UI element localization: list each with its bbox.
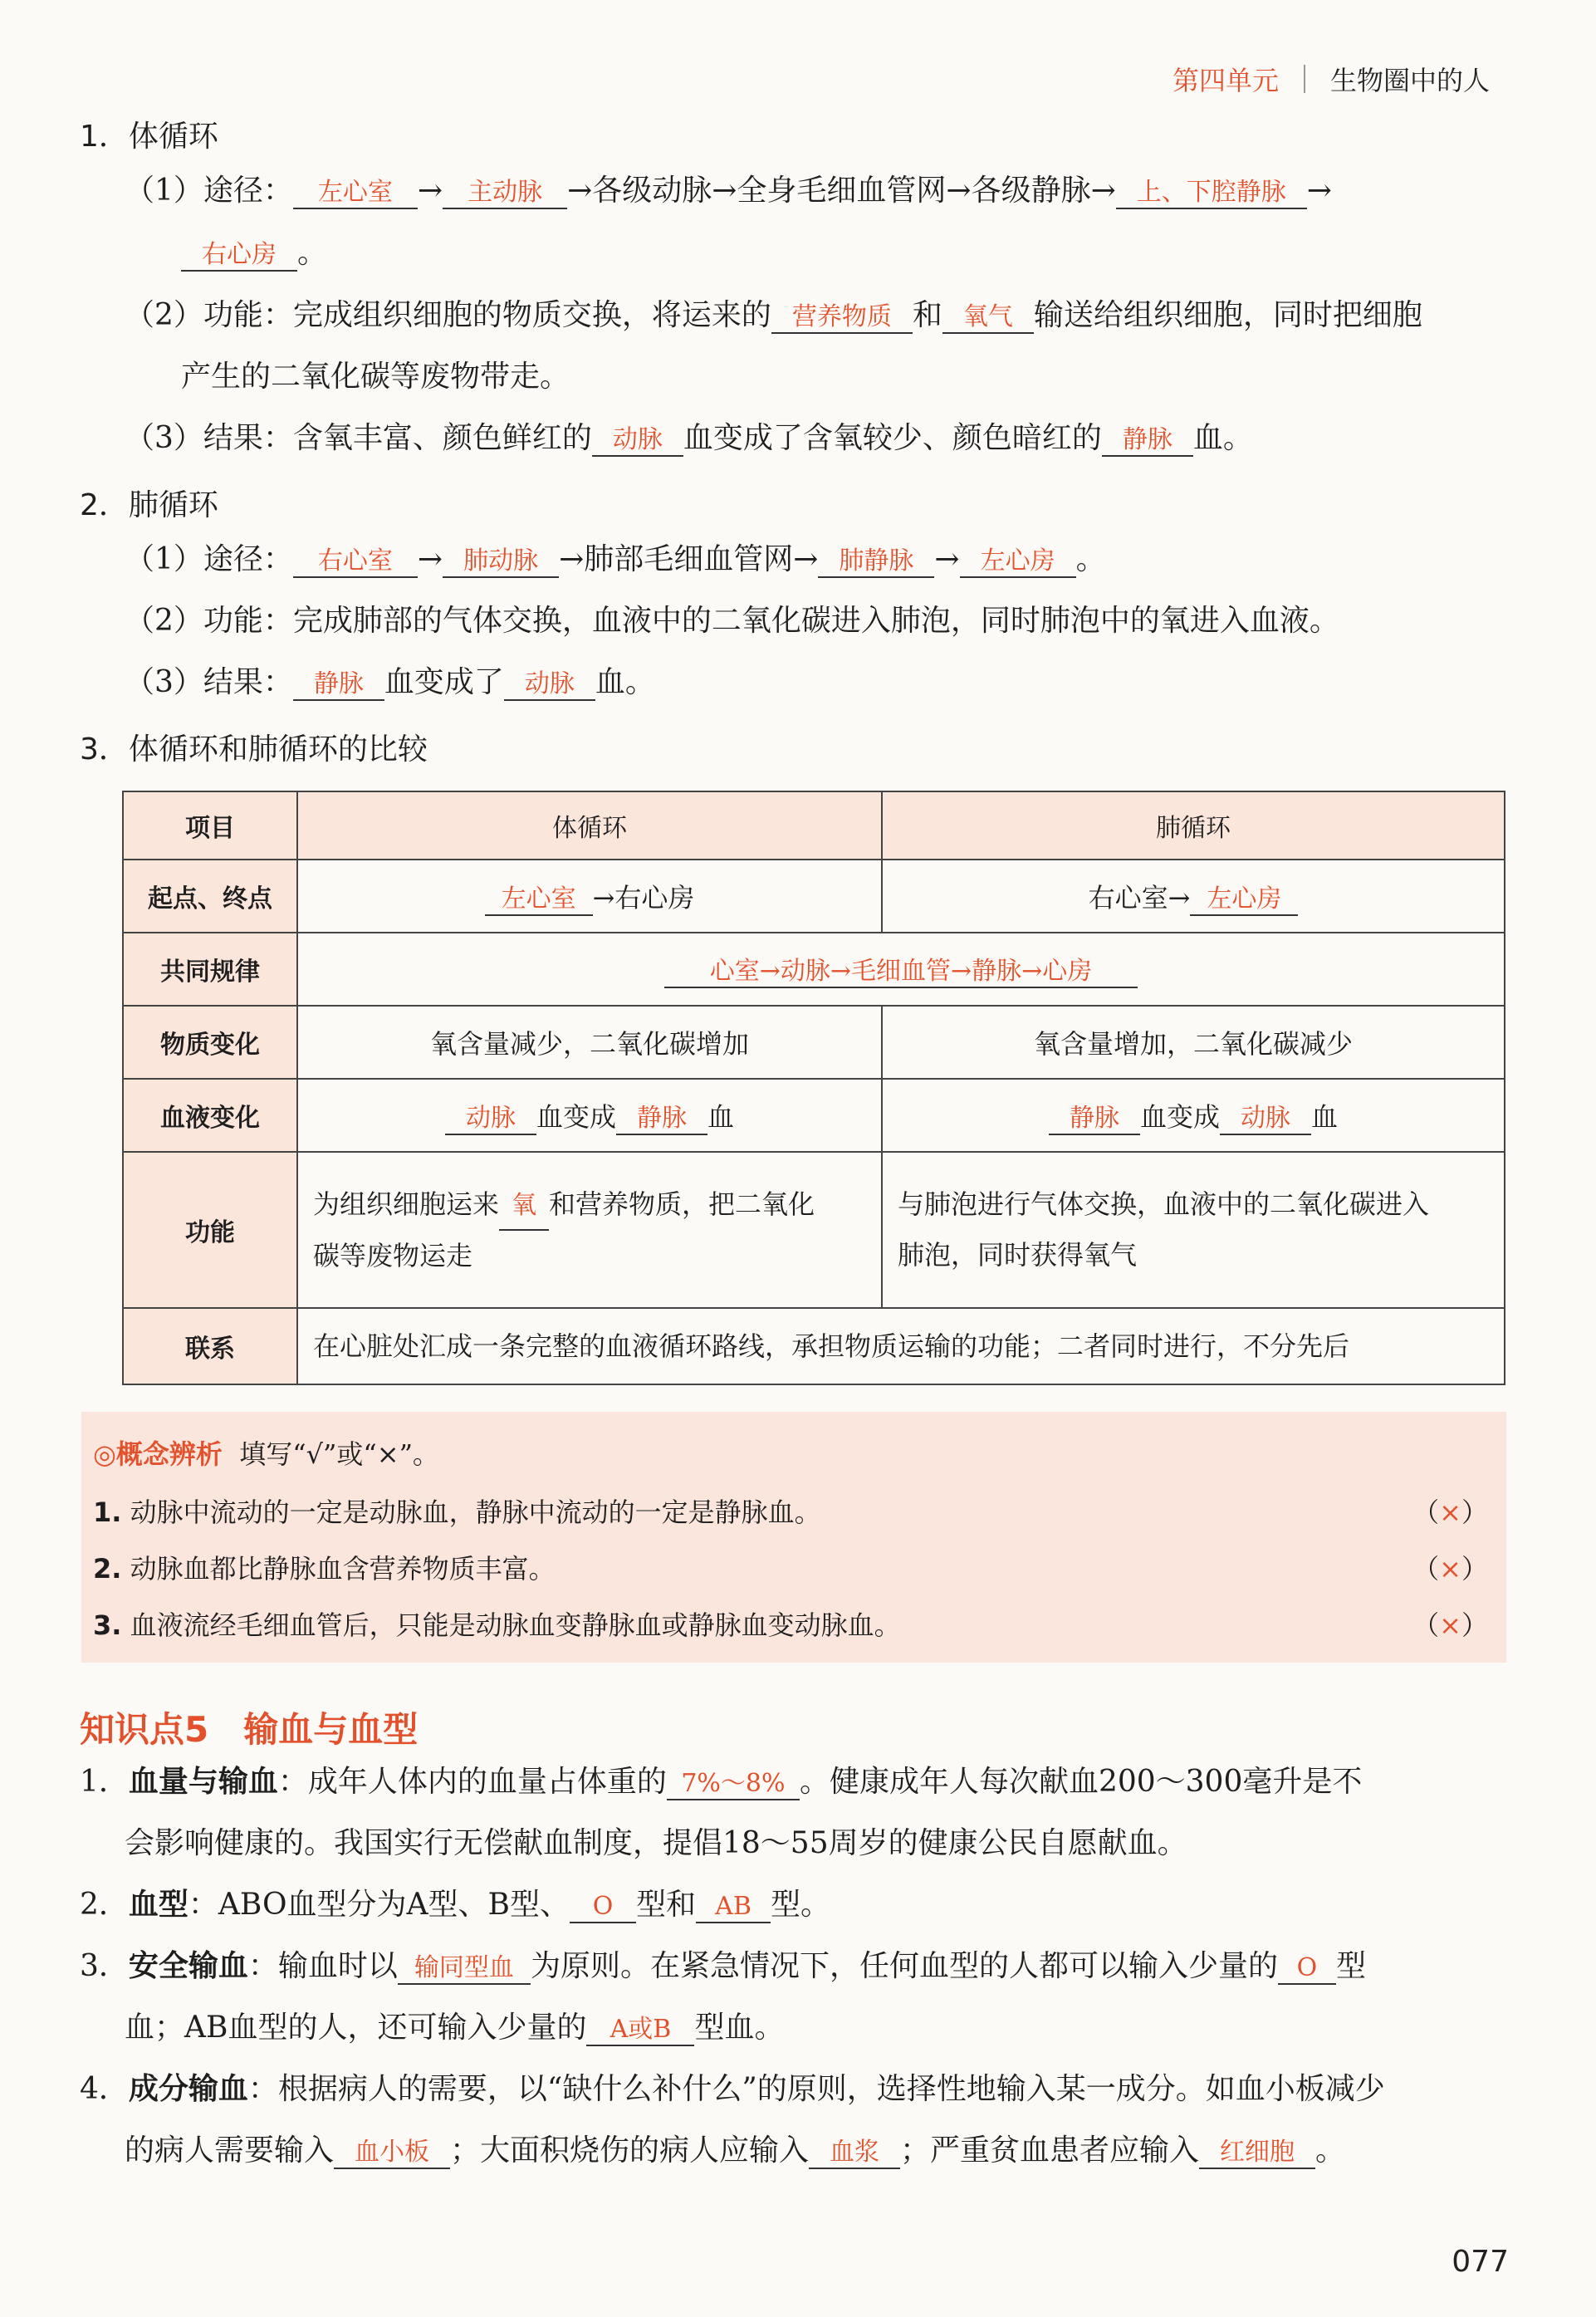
concept-label: ◎概念辨析	[93, 1438, 223, 1470]
item-text: 动脉血都比静脉血含营养物质丰富。	[130, 1553, 556, 1585]
header-item: 项目	[123, 791, 297, 860]
text: 的病人需要输入	[125, 2133, 335, 2168]
header-pulmonary: 肺循环	[882, 791, 1505, 860]
answer-blank: 输同型血	[398, 1953, 531, 1985]
text: →右心房	[592, 881, 695, 914]
term: 成分输血	[128, 2072, 248, 2106]
item-text: 动脉中流动的一定是动脉血，静脉中流动的一定是静脉血。	[130, 1496, 821, 1528]
answer-blank: 心室→动脉→毛细血管→静脉→心房	[664, 950, 1138, 988]
list-item	[93, 1604, 901, 1643]
header-systemic: 体循环	[297, 791, 882, 860]
table-cell	[882, 1079, 1505, 1152]
text: 碳等废物运走	[313, 1239, 473, 1271]
text: 右心室→	[1088, 881, 1191, 914]
s1-function-line	[125, 297, 1422, 334]
text: 血	[707, 1100, 735, 1133]
table-cell: 氧含量增加，二氧化碳减少	[882, 1006, 1505, 1079]
row-key: 起点、终点	[123, 860, 297, 933]
item-number: 1.	[93, 1496, 122, 1528]
answer-blank: 静脉	[1049, 1097, 1140, 1135]
answer-blank: 左心室	[293, 178, 418, 209]
chapter-title: 生物圈中的人	[1329, 65, 1490, 96]
item-number: 2.	[93, 1553, 122, 1585]
page-header	[1173, 60, 1490, 98]
paren: （	[1412, 1553, 1440, 1585]
term: 血量与输血	[128, 1765, 278, 1799]
answer-blank: 动脉	[445, 1097, 536, 1135]
item-text: 血液流经毛细血管后，只能是动脉血变静脉血或静脉血变动脉血。	[130, 1609, 901, 1641]
arrow: →	[1306, 174, 1332, 208]
text: 血	[1311, 1100, 1339, 1133]
arrow: →	[417, 174, 443, 208]
text: 血变成	[1139, 1100, 1220, 1133]
text: 为原则。在紧急情况下，任何血型的人都可以输入少量的	[530, 1949, 1278, 1983]
text: ：ABO血型分为A型、B型、	[188, 1888, 570, 1922]
text: 。	[1315, 2133, 1346, 2168]
table-row	[123, 933, 1505, 1006]
term: 安全输血	[128, 1949, 248, 1983]
label: （3）结果：含氧丰富、颜色鲜红的	[125, 421, 592, 455]
answer-blank: 右心室	[293, 546, 418, 578]
table-cell	[297, 860, 882, 933]
table-row	[123, 860, 1505, 933]
answer-blank: 右心房	[181, 240, 297, 272]
text: →肺部毛细血管网→	[559, 542, 819, 576]
text: 血。	[1192, 421, 1253, 455]
table-row	[123, 1079, 1505, 1152]
answer-blank: 上、下腔静脉	[1116, 178, 1307, 209]
item-number: 2．	[80, 1888, 129, 1922]
text: ：输血时以	[247, 1949, 398, 1983]
unit-label: 第四单元	[1172, 65, 1279, 96]
answer-blank: 7%～8%	[667, 1769, 800, 1800]
k4-line-2	[125, 2133, 1345, 2169]
paren: ）	[1461, 1553, 1488, 1585]
text: 血；AB血型的人，还可输入少量的	[125, 2011, 587, 2045]
text: 血变成	[536, 1100, 616, 1133]
text: 肺泡，同时获得氧气	[898, 1239, 1138, 1271]
s1-path-line-2	[181, 235, 327, 272]
text: →各级动脉→全身毛细血管网→各级静脉→	[567, 174, 1116, 208]
row-key: 功能	[123, 1152, 297, 1308]
text: 型。	[771, 1888, 831, 1922]
text: ；大面积烧伤的病人应输入	[450, 2133, 810, 2168]
table-cell	[297, 1079, 882, 1152]
answer: ×	[1439, 1553, 1461, 1585]
paren: （	[1412, 1609, 1440, 1641]
answer-blank: 血浆	[809, 2138, 900, 2169]
list-item	[93, 1492, 821, 1530]
paren: ）	[1461, 1496, 1488, 1528]
answer-mark	[1412, 1604, 1488, 1643]
k1-line	[80, 1764, 1362, 1800]
table-row	[123, 1006, 1505, 1079]
s2-path-line	[125, 541, 1106, 578]
label: （1）途径：	[125, 542, 293, 576]
answer-blank: 静脉	[293, 669, 384, 701]
text: 型血。	[694, 2011, 785, 2045]
section-1-title: 1．体循环	[80, 120, 218, 154]
concept-title	[93, 1433, 439, 1472]
text: 和营养物质，把二氧化	[549, 1188, 815, 1220]
answer: ×	[1439, 1496, 1461, 1528]
paren: （	[1412, 1496, 1440, 1528]
answer-blank: 左心房	[960, 546, 1076, 578]
label: （3）结果：	[125, 665, 293, 699]
text: 。健康成年人每次献血200～300毫升是不	[799, 1765, 1363, 1799]
table-cell	[297, 1152, 882, 1308]
arrow: →	[934, 542, 960, 576]
table-row	[123, 1152, 1505, 1308]
knowledge-point-title: 知识点5 输血与血型	[80, 1709, 419, 1750]
table-cell	[882, 1152, 1505, 1308]
answer-blank: 肺动脉	[443, 546, 559, 578]
s1-function-line-2: 产生的二氧化碳等废物带走。	[181, 360, 570, 394]
text: 型和	[636, 1888, 697, 1922]
text: 型	[1335, 1949, 1366, 1983]
answer: ×	[1439, 1609, 1461, 1641]
text: 与肺泡进行气体交换，血液中的二氧化碳进入	[898, 1188, 1430, 1221]
paren: ）	[1461, 1609, 1488, 1641]
label: （2）功能：完成组织细胞的物质交换，将运来的	[125, 298, 771, 332]
table-cell: 氧含量减少，二氧化碳增加	[297, 1006, 882, 1079]
answer-blank: 动脉	[1220, 1097, 1311, 1135]
item-number: 1．	[80, 1765, 129, 1799]
text: 。	[297, 236, 328, 270]
answer-blank: 动脉	[504, 669, 595, 701]
answer-blank: 静脉	[1102, 425, 1193, 457]
row-key: 共同规律	[123, 933, 297, 1006]
k1-line-2: 会影响健康的。我国实行无偿献血制度，提倡18～55周岁的健康公民自愿献血。	[125, 1826, 1187, 1860]
answer-blank: A或B	[586, 2015, 694, 2046]
row-key: 血液变化	[123, 1079, 297, 1152]
answer-blank: 营养物质	[771, 302, 913, 334]
answer-blank: 氧气	[942, 302, 1034, 334]
list-item	[93, 1548, 556, 1586]
row-key: 联系	[123, 1308, 297, 1384]
answer-blank: AB	[696, 1892, 771, 1923]
s1-result-line	[125, 420, 1253, 457]
s2-result-line	[125, 664, 655, 701]
text: ：成年人体内的血量占体重的	[277, 1765, 667, 1799]
term: 血型	[128, 1888, 188, 1922]
answer-blank: O	[570, 1892, 636, 1923]
answer-mark	[1412, 1548, 1488, 1586]
answer-blank: 氧	[499, 1182, 549, 1231]
row-key: 物质变化	[123, 1006, 297, 1079]
table-cell	[297, 933, 1505, 1006]
answer-blank: 血小板	[334, 2138, 450, 2169]
header-divider	[1304, 65, 1305, 93]
text: 为组织细胞运来	[313, 1188, 500, 1220]
section-2-title: 2．肺循环	[80, 488, 218, 522]
text: 血。	[595, 665, 655, 699]
item-number: 4．	[80, 2072, 129, 2106]
answer-mark	[1412, 1492, 1488, 1530]
concept-box	[81, 1412, 1506, 1663]
text: 输送给组织细胞，同时把细胞	[1033, 298, 1422, 332]
text: ：根据病人的需要，以“缺什么补什么”的原则，选择性地输入某一成分。如血小板减少	[247, 2072, 1385, 2106]
k3-line	[80, 1948, 1366, 1985]
text: 和	[912, 298, 942, 332]
page-number: 077	[1452, 2245, 1509, 2279]
table-cell	[882, 860, 1505, 933]
table-cell: 在心脏处汇成一条完整的血液循环路线，承担物质运输的功能；二者同时进行，不分先后	[297, 1308, 1505, 1384]
text: ；严重贫血患者应输入	[900, 2133, 1200, 2168]
item-number: 3.	[93, 1609, 122, 1641]
k4-line	[80, 2071, 1385, 2107]
k3-line-2	[125, 2010, 784, 2046]
table-header-row	[123, 791, 1505, 860]
k2-line	[80, 1887, 830, 1923]
item-number: 3．	[80, 1949, 129, 1983]
answer-blank: 静脉	[616, 1097, 707, 1135]
answer-blank: 肺静脉	[818, 546, 934, 578]
concept-instruction: 填写“√”或“×”。	[239, 1438, 439, 1470]
answer-blank: 红细胞	[1199, 2138, 1315, 2169]
answer-blank: O	[1278, 1953, 1336, 1985]
section-3-title: 3．体循环和肺循环的比较	[80, 732, 428, 767]
answer-blank: 左心房	[1190, 878, 1298, 916]
text: 血变成了	[384, 665, 504, 699]
answer-blank: 左心室	[485, 878, 593, 916]
arrow: →	[417, 542, 443, 576]
text: 血变成了含氧较少、颜色暗红的	[683, 421, 1102, 455]
text: 。	[1075, 542, 1106, 576]
s2-function-line: （2）功能：完成肺部的气体交换，血液中的二氧化碳进入肺泡，同时肺泡中的氧进入血液。	[125, 604, 1339, 638]
comparison-table	[122, 791, 1505, 1385]
s1-path-line	[125, 173, 1332, 209]
answer-blank: 动脉	[592, 425, 683, 457]
answer-blank: 主动脉	[443, 178, 567, 209]
table-row	[123, 1308, 1505, 1384]
label: （1）途径：	[125, 174, 293, 208]
